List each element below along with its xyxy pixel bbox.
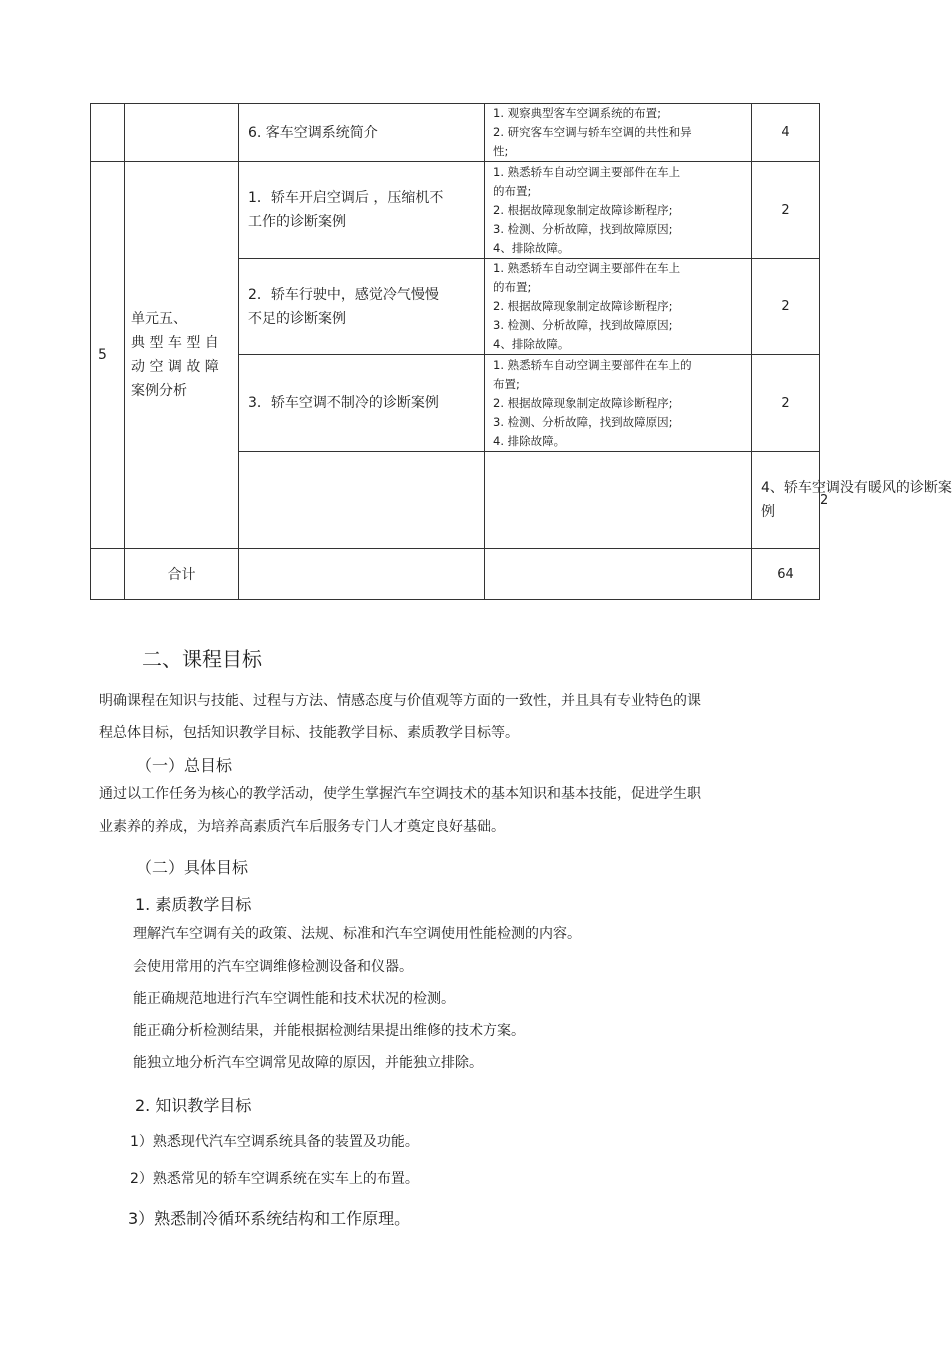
task-line: 2．轿车行驶中，感觉冷气慢慢: [248, 286, 439, 303]
requirement-line: 3. 检测、分析故障，找到故障原因;: [493, 318, 673, 332]
hours-cell: 2: [752, 259, 820, 355]
task-cell: [239, 259, 485, 355]
num-cell: [91, 104, 125, 162]
unit-title-line: 单元五、: [131, 311, 187, 327]
specific-heading: （二）具体目标: [136, 858, 249, 877]
task-line: 工作的诊断案例: [248, 214, 346, 230]
intro-line: 程总体目标，包括知识教学目标、技能教学目标、素质教学目标等。: [99, 725, 519, 741]
task-cell: [239, 162, 485, 259]
unit-number: 5: [91, 162, 125, 549]
quality-item: 理解汽车空调有关的政策、法规、标准和汽车空调使用性能检测的内容。: [133, 926, 581, 942]
table-row: 4、轿车空调没有暖风的诊断案 例 2: [91, 452, 820, 549]
quality-item: 能正确分析检测结果，并能根据检测结果提出维修的技术方案。: [133, 1023, 525, 1039]
knowledge-heading: 2. 知识教学目标: [135, 1096, 252, 1115]
overall-line: 通过以工作任务为核心的教学活动，使学生掌握汽车空调技术的基本知识和基本技能，促进学生职: [99, 786, 701, 802]
course-schedule-table: [90, 103, 952, 600]
unit-cell: [485, 452, 752, 549]
task-line: 例: [761, 504, 775, 520]
requirement-cell: [485, 104, 752, 162]
requirement-line: 的布置;: [493, 280, 532, 294]
requirement-line: 2. 根据故障现象制定故障诊断程序;: [493, 202, 673, 217]
total-hours: 64: [752, 549, 820, 600]
requirement-cell: [485, 549, 752, 600]
requirement-line: 2. 研究客车空调与轿车空调的共性和异: [493, 125, 692, 139]
requirement-cell: [485, 162, 752, 259]
requirement-line: 3. 检测、分析故障，找到故障原因;: [493, 414, 673, 429]
quality-item: 能独立地分析汽车空调常见故障的原因，并能独立排除。: [133, 1055, 483, 1071]
intro-line: 明确课程在知识与技能、过程与方法、情感态度与价值观等方面的一致性，并且具有专业特色的课: [99, 693, 701, 709]
task-cell: [239, 549, 485, 600]
requirement-line: 4、排除故障。: [493, 240, 570, 255]
requirement-line: 3. 检测、分析故障，找到故障原因;: [493, 221, 673, 236]
num-cell: [239, 452, 485, 549]
unit-title-line: 典 型 车 型 自: [131, 335, 219, 351]
num-cell: [91, 549, 125, 600]
task-line: 1．轿车开启空调后 ，压缩机不: [248, 190, 444, 206]
hours-cell: 4: [752, 104, 820, 162]
knowledge-item: 2）熟悉常见的轿车空调系统在实车上的布置。: [130, 1171, 419, 1187]
unit-cell: [125, 104, 239, 162]
unit-title: [125, 162, 239, 549]
overall-line: 业素养的养成，为培养高素质汽车后服务专门人才奠定良好基础。: [99, 819, 505, 835]
unit-title-line: 动 空 调 故 障: [131, 359, 219, 375]
quality-item: 能正确规范地进行汽车空调性能和技术状况的检测。: [133, 991, 455, 1007]
hours-cell: 2: [752, 162, 820, 259]
table-row: [91, 162, 820, 259]
overall-heading: （一）总目标: [136, 756, 233, 775]
hours-cell: 2: [752, 355, 820, 452]
requirement-line: 4、排除故障。: [493, 337, 570, 351]
total-row: [91, 549, 820, 600]
task-line: 不足的诊断案例: [248, 310, 346, 327]
requirement-line: 1. 熟悉轿车自动空调主要部件在车上: [493, 261, 681, 275]
requirement-cell: [485, 355, 752, 452]
requirement-line: 的布置;: [493, 183, 532, 198]
knowledge-item: 1）熟悉现代汽车空调系统具备的装置及功能。: [130, 1134, 419, 1150]
knowledge-item: 3）熟悉制冷循环系统结构和工作原理。: [128, 1209, 411, 1228]
unit-title-line: 案例分析: [131, 383, 187, 399]
task-cell: 6. 客车空调系统简介: [239, 104, 485, 162]
requirement-line: 2. 根据故障现象制定故障诊断程序;: [493, 299, 673, 313]
quality-heading: 1. 素质教学目标: [135, 895, 252, 914]
requirement-line: 4. 排除故障。: [493, 433, 566, 448]
requirement-line: 1. 熟悉轿车自动空调主要部件在车上的: [493, 357, 692, 372]
requirement-line: 1. 观察典型客车空调系统的布置;: [493, 106, 662, 120]
requirement-line: 1. 熟悉轿车自动空调主要部件在车上: [493, 164, 681, 179]
task-line: 4、轿车空调没有暖风的诊断案: [761, 480, 952, 496]
total-label: 合计: [125, 549, 239, 600]
requirement-cell: [485, 259, 752, 355]
task-line: 3．轿车空调不制冷的诊断案例: [248, 395, 439, 411]
task-cell: [239, 355, 485, 452]
requirement-line: 布置;: [493, 376, 520, 391]
quality-item: 会使用常用的汽车空调维修检测设备和仪器。: [133, 959, 413, 975]
section-heading: 二、课程目标: [142, 647, 262, 671]
requirement-line: 性;: [493, 144, 509, 158]
requirement-line: 2. 根据故障现象制定故障诊断程序;: [493, 395, 673, 410]
table-row: [91, 104, 820, 162]
